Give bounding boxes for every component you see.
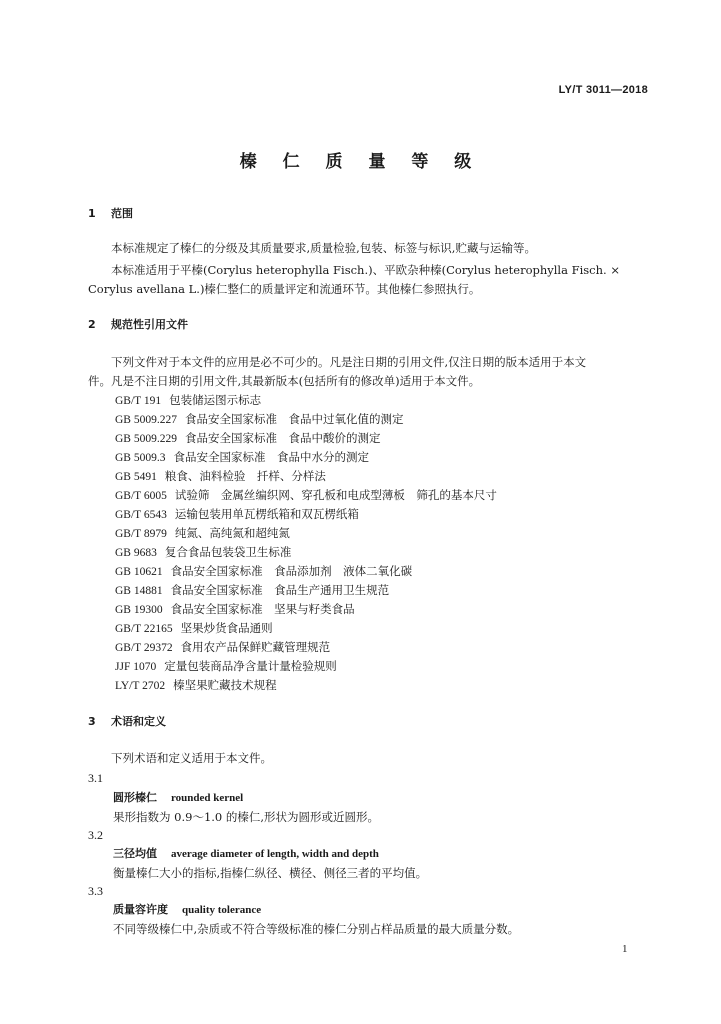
reference-code: GB 14881 (115, 585, 163, 597)
section-1-heading (88, 207, 133, 221)
section-3-heading (88, 715, 166, 729)
reference-code: GB 5009.229 (115, 433, 177, 445)
reference-title: 食品安全国家标准 食品中水分的测定 (173, 450, 369, 464)
term-number: 3.3 (88, 884, 103, 898)
term-chinese-name: 圆形榛仁 (113, 791, 157, 804)
term-heading (113, 903, 261, 917)
reference-item (115, 640, 330, 655)
reference-item (115, 450, 369, 465)
section-2-number: 2 (88, 318, 96, 331)
reference-code: GB 10621 (115, 566, 163, 578)
reference-item (115, 507, 359, 522)
reference-title: 试验筛 金属丝编织网、穿孔板和电成型薄板 筛孔的基本尺寸 (174, 488, 497, 502)
term-number: 3.2 (88, 828, 103, 842)
reference-item (115, 678, 277, 693)
reference-code: GB 5009.227 (115, 414, 177, 426)
section-1-title: 范围 (111, 207, 133, 220)
reference-code: GB/T 6005 (115, 490, 167, 502)
reference-code: GB 9683 (115, 547, 157, 559)
reference-item (115, 431, 380, 446)
reference-title: 坚果炒货食品通则 (180, 621, 273, 635)
document-title: 榛 仁 质 量 等 级 (239, 152, 482, 172)
reference-code: GB/T 29372 (115, 642, 173, 654)
term-english-name: quality tolerance (182, 904, 262, 916)
term-english-name: rounded kernel (171, 792, 244, 804)
section-3-number: 3 (88, 715, 96, 728)
term-definition: 衡量榛仁大小的指标,指榛仁纵径、横径、侧径三者的平均值。 (113, 866, 428, 880)
reference-title: 食品安全国家标准 食品生产通用卫生规范 (170, 583, 390, 597)
reference-title: 食品安全国家标准 食品添加剂 液体二氧化碳 (170, 564, 413, 578)
reference-code: GB/T 6543 (115, 509, 167, 521)
term-definition: 果形指数为 0.9～1.0 的榛仁,形状为圆形或近圆形。 (113, 810, 380, 824)
reference-item (115, 545, 291, 560)
section-1-paragraph-2-line-2: Corylus avellana L.)榛仁整仁的质量评定和流通环节。其他榛仁参照执行。 (88, 282, 481, 296)
page-number: 1 (622, 943, 628, 955)
section-1-number: 1 (88, 207, 96, 220)
reference-title: 榛坚果贮藏技术规程 (173, 678, 277, 692)
reference-item (115, 602, 355, 617)
reference-code: GB 5009.3 (115, 452, 166, 464)
reference-code: GB/T 8979 (115, 528, 167, 540)
reference-title: 食用农产品保鲜贮藏管理规范 (180, 640, 331, 654)
reference-title: 运输包装用单瓦楞纸箱和双瓦楞纸箱 (174, 507, 359, 521)
reference-code: LY/T 2702 (115, 680, 166, 692)
term-heading (113, 791, 243, 805)
reference-title: 纯氮、高纯氮和超纯氮 (174, 526, 290, 540)
reference-title: 复合食品包装袋卫生标准 (164, 545, 292, 559)
term-english-name: average diameter of length, width and depth (171, 848, 379, 860)
term-chinese-name: 三径均值 (113, 847, 157, 860)
reference-code: GB 5491 (115, 471, 157, 483)
reference-title: 食品安全国家标准 坚果与籽类食品 (170, 602, 355, 616)
reference-item (115, 583, 389, 598)
reference-item (115, 659, 337, 674)
reference-item (115, 488, 497, 503)
reference-title: 食品安全国家标准 食品中酸价的测定 (184, 431, 381, 445)
reference-code: GB/T 22165 (115, 623, 173, 635)
section-2-heading (88, 318, 188, 332)
section-3-intro: 下列术语和定义适用于本文件。 (111, 751, 272, 765)
reference-title: 粮食、油料检验 扦样、分样法 (164, 469, 326, 483)
reference-title: 包装储运图示标志 (169, 393, 262, 407)
section-2-title: 规范性引用文件 (111, 318, 188, 331)
reference-item (115, 621, 273, 636)
reference-code: JJF 1070 (115, 661, 157, 673)
term-heading (113, 847, 379, 861)
reference-item (115, 469, 326, 484)
section-2-intro-line-1: 下列文件对于本文件的应用是必不可少的。凡是注日期的引用文件,仅注日期的版本适用于本文 (111, 355, 587, 369)
reference-item (115, 412, 403, 427)
reference-item (115, 393, 261, 408)
standard-code: LY/T 3011—2018 (558, 84, 648, 96)
section-1-paragraph-1: 本标准规定了榛仁的分级及其质量要求,质量检验,包装、标签与标识,贮藏与运输等。 (111, 241, 536, 255)
reference-item (115, 564, 412, 579)
section-1-paragraph-2-line-1: 本标准适用于平榛(Corylus heterophylla Fisch.)、平欧杂种榛(Corylus heterophylla Fisch. × (111, 263, 620, 277)
reference-code: GB/T 191 (115, 395, 162, 407)
section-3-title: 术语和定义 (111, 715, 166, 728)
reference-item (115, 526, 290, 541)
reference-code: GB 19300 (115, 604, 163, 616)
term-chinese-name: 质量容许度 (113, 903, 168, 916)
term-definition: 不同等级榛仁中,杂质或不符合等级标准的榛仁分别占样品质量的最大质量分数。 (113, 922, 520, 936)
reference-title: 食品安全国家标准 食品中过氧化值的测定 (184, 412, 404, 426)
section-2-intro-line-2: 件。凡是不注日期的引用文件,其最新版本(包括所有的修改单)适用于本文件。 (88, 374, 481, 388)
term-number: 3.1 (88, 771, 103, 785)
reference-title: 定量包装商品净含量计量检验规则 (164, 659, 337, 673)
